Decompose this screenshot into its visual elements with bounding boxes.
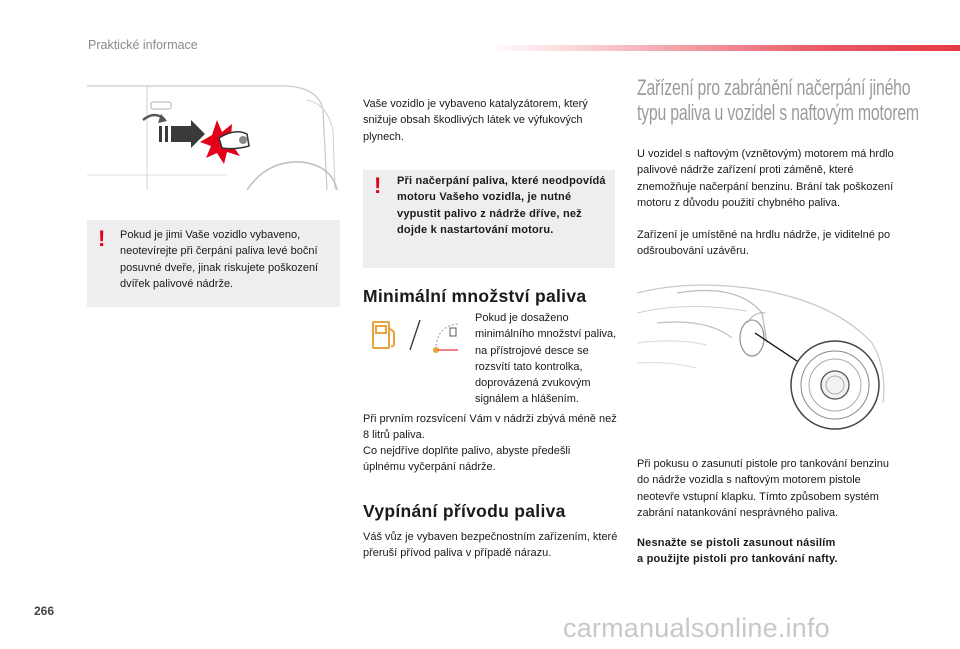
fuel-cutoff-body: Váš vůz je vybaven bezpečnostním zařízením, které přeruší přívod paliva v případě nárazu. [363, 531, 618, 560]
fuel-filler-neck-illustration [637, 283, 890, 440]
fuel-gauge-icon [433, 324, 458, 353]
fuel-flap-illustration [87, 80, 340, 190]
fuel-pump-icon [373, 322, 394, 348]
min-fuel-body-2: Co nejdříve doplňte palivo, abyste předešli úplnému vyčerpání nádrže. [363, 445, 571, 474]
misfuel-title-line-2: typu paliva u vozidel s naftovým motorem [637, 100, 919, 125]
warning-exclamation-icon: ! [374, 173, 382, 198]
warning-text-sliding-door: Pokud je jimi Vaše vozidlo vybaveno, neotevírejte při čerpání paliva levé boční posuvné dveře, jinak riskujete poškození dvířek palivové nádrže. [120, 229, 319, 290]
misfuel-para-3: Při pokusu o zasunutí pistole pro tankování benzinu do nádrže vozidla s naftovým motorem pistole neotevře vstupní klapku. Tímto způsobem systém zabrání natankování nesprávného paliva. [637, 458, 889, 519]
heading-fuel-cutoff: Vypínání přívodu paliva [363, 501, 566, 521]
catalyst-intro-text: Vaše vozidlo je vybaveno katalyzátorem, který snižuje obsah škodlivých látek ve výfukových plynech. [363, 98, 588, 143]
misfuel-bold-line-2: a použijte pistoli pro tankování nafty. [637, 553, 838, 565]
misfuel-device-title [637, 75, 925, 125]
watermark: carmanualsonline.info [563, 613, 830, 643]
misfuel-para-2: Zařízení je umístěné na hrdlu nádrže, je viditelné po odšroubování uzávěru. [637, 229, 891, 258]
warning-exclamation-icon: ! [98, 226, 106, 251]
heading-minimum-fuel: Minimální množství paliva [363, 286, 587, 306]
misfuel-bold-line-1: Nesnažte se pistoli zasunout násilím [637, 537, 836, 549]
low-fuel-indicator-text: Pokud je dosaženo minimálního množství paliva, na přístrojové desce se rozsvítí tato kontrolka, doprovázená zvukovým signálem a hlášením. [475, 312, 617, 406]
min-fuel-body-1: Při prvním rozsvícení Vám v nádrži zbývá méně než 8 litrů paliva. [363, 413, 617, 442]
warning-text-wrong-fuel: Při načerpání paliva, které neodpovídá motoru Vašeho vozidla, je nutné vypustit palivo z nádrže dříve, než dojde k nastartování motoru. [397, 175, 606, 236]
page-number: 266 [34, 604, 55, 618]
misfuel-title-line-1: Zařízení pro zabránění načerpání jiného [637, 75, 911, 100]
separator-slash [410, 320, 420, 350]
low-fuel-warning-icons [370, 312, 460, 358]
header-section-title: Praktické informace [88, 38, 198, 52]
header-accent-bar [488, 45, 960, 51]
misfuel-para-1: U vozidel s naftovým (vznětovým) motorem má hrdlo palivové nádrže zařízení proti záměně, které znemožňuje načerpání benzinu. Brání tak poškození motoru z důvodu použití chybného paliva. [637, 148, 894, 209]
